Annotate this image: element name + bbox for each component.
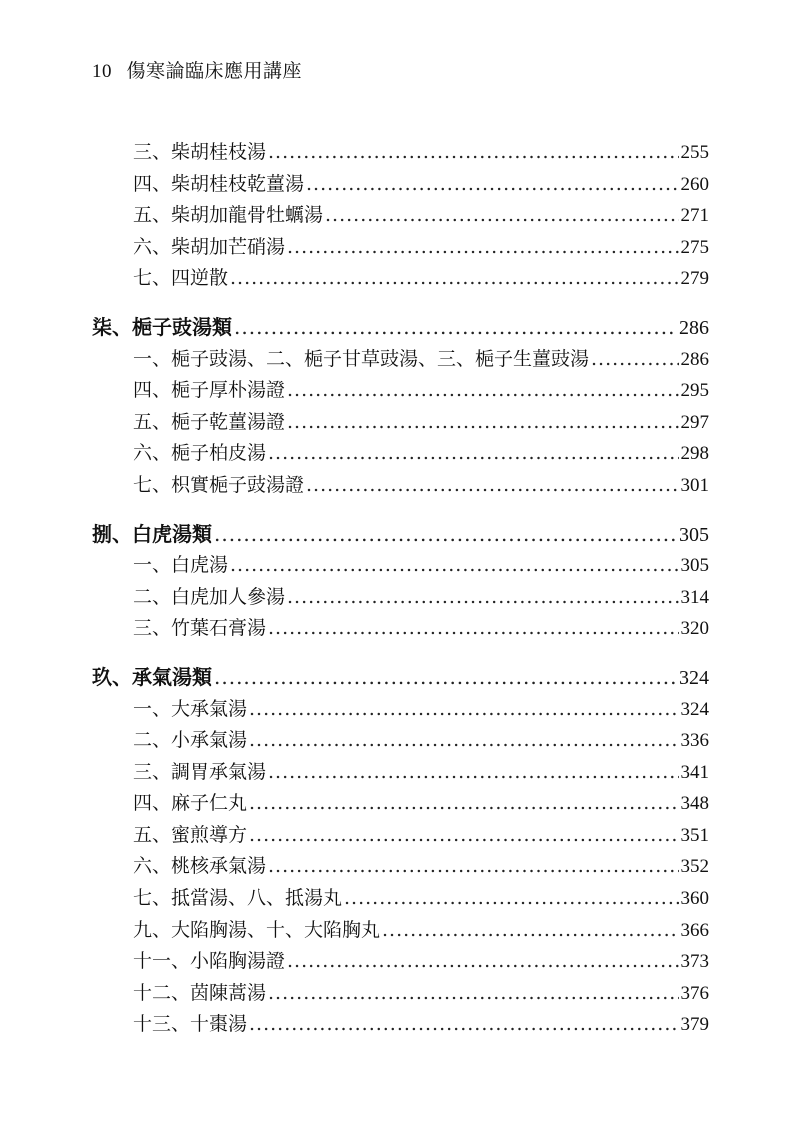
toc-entry-title: 四、麻子仁丸 bbox=[133, 792, 248, 815]
toc-entry-title: 十一、小陷胸湯證 bbox=[133, 950, 286, 973]
toc-entry[interactable] bbox=[133, 788, 709, 820]
dot-leader bbox=[249, 1009, 678, 1041]
dot-leader bbox=[287, 375, 678, 407]
toc-entry-title: 二、白虎加人參湯 bbox=[133, 585, 286, 608]
toc-entry-page: 376 bbox=[680, 982, 709, 1004]
toc-entry[interactable] bbox=[133, 550, 709, 582]
toc-entry-title: 十三、十棗湯 bbox=[133, 1013, 248, 1036]
toc-section bbox=[0, 137, 800, 295]
toc-entry[interactable] bbox=[133, 344, 709, 376]
dot-leader bbox=[268, 137, 678, 169]
toc-entry-title: 三、柴胡桂枝湯 bbox=[133, 141, 267, 163]
dot-leader bbox=[382, 915, 678, 947]
dot-leader bbox=[249, 694, 678, 726]
toc-entry-title: 五、梔子乾薑湯證 bbox=[133, 410, 286, 433]
toc-entry[interactable] bbox=[133, 725, 709, 757]
toc-entry-page: 297 bbox=[680, 411, 709, 433]
dot-leader bbox=[214, 519, 677, 551]
running-header bbox=[92, 56, 302, 83]
toc-entry-title: 四、梔子厚朴湯證 bbox=[133, 379, 286, 402]
dot-leader bbox=[268, 757, 678, 789]
toc-entry-page: 286 bbox=[679, 316, 709, 339]
table-of-contents bbox=[0, 137, 800, 1058]
dot-leader bbox=[591, 344, 678, 376]
toc-entry[interactable] bbox=[133, 582, 709, 614]
toc-entry-title: 三、調胃承氣湯 bbox=[133, 760, 267, 783]
toc-entry[interactable] bbox=[133, 851, 709, 883]
toc-entry-title: 四、柴胡桂枝乾薑湯 bbox=[133, 172, 305, 195]
toc-entry-title: 一、大承氣湯 bbox=[133, 697, 248, 720]
toc-entry-title: 九、大陷胸湯、十、大陷胸丸 bbox=[133, 918, 381, 941]
toc-entry-title: 柒、梔子豉湯類 bbox=[92, 314, 232, 339]
toc-entry-title: 七、枳實梔子豉湯證 bbox=[133, 473, 305, 496]
toc-entry-title: 二、小承氣湯 bbox=[133, 729, 248, 752]
toc-entry-page: 341 bbox=[680, 761, 709, 783]
toc-entry[interactable] bbox=[133, 137, 709, 169]
dot-leader bbox=[287, 582, 678, 614]
toc-entry[interactable] bbox=[133, 232, 709, 264]
toc-entry-page: 295 bbox=[680, 380, 709, 402]
toc-entry[interactable] bbox=[133, 470, 709, 502]
toc-entry-page: 320 bbox=[680, 618, 709, 640]
toc-entry-page: 298 bbox=[680, 443, 709, 465]
toc-entry-title: 一、梔子豉湯、二、梔子甘草豉湯、三、梔子生薑豉湯 bbox=[133, 347, 590, 370]
dot-leader bbox=[287, 232, 678, 264]
toc-entry[interactable] bbox=[133, 946, 709, 978]
dot-leader bbox=[249, 725, 678, 757]
toc-entry-page: 351 bbox=[680, 824, 709, 846]
toc-entry-page: 336 bbox=[680, 730, 709, 752]
toc-entry[interactable] bbox=[133, 915, 709, 947]
toc-entry[interactable] bbox=[133, 613, 709, 645]
toc-entry-page: 348 bbox=[680, 793, 709, 815]
toc-entry[interactable] bbox=[133, 694, 709, 726]
dot-leader bbox=[268, 978, 678, 1010]
toc-entry-page: 324 bbox=[679, 666, 709, 689]
toc-entry[interactable] bbox=[133, 438, 709, 470]
toc-section-heading[interactable] bbox=[92, 519, 709, 551]
dot-leader bbox=[249, 820, 678, 852]
toc-entry-title: 七、抵當湯、八、抵湯丸 bbox=[133, 887, 343, 910]
toc-entry[interactable] bbox=[133, 169, 709, 201]
toc-entry[interactable] bbox=[133, 1009, 709, 1041]
dot-leader bbox=[230, 550, 678, 582]
dot-leader bbox=[306, 470, 678, 502]
toc-section-heading[interactable] bbox=[92, 662, 709, 694]
toc-entry-title: 三、竹葉石膏湯 bbox=[133, 617, 267, 640]
dot-leader bbox=[249, 788, 678, 820]
toc-entry-title: 七、四逆散 bbox=[133, 267, 229, 290]
toc-entry[interactable] bbox=[133, 978, 709, 1010]
toc-entry-page: 286 bbox=[680, 348, 709, 370]
dot-leader bbox=[268, 851, 678, 883]
toc-entry[interactable] bbox=[133, 407, 709, 439]
toc-entry-title: 一、白虎湯 bbox=[133, 554, 229, 577]
dot-leader bbox=[268, 438, 678, 470]
toc-entry-title: 五、蜜煎導方 bbox=[133, 823, 248, 846]
toc-entry-title: 六、桃核承氣湯 bbox=[133, 855, 267, 878]
toc-entry-page: 352 bbox=[680, 856, 709, 878]
header-book-title: 傷寒論臨床應用講座 bbox=[126, 60, 303, 82]
toc-entry-title: 捌、白虎湯類 bbox=[92, 521, 212, 546]
dot-leader bbox=[287, 946, 678, 978]
toc-entry[interactable] bbox=[133, 820, 709, 852]
toc-entry[interactable] bbox=[133, 263, 709, 295]
toc-section bbox=[0, 519, 800, 645]
dot-leader bbox=[287, 407, 678, 439]
dot-leader bbox=[306, 169, 678, 201]
toc-entry[interactable] bbox=[133, 757, 709, 789]
dot-leader bbox=[214, 662, 677, 694]
toc-entry-page: 360 bbox=[680, 888, 709, 910]
toc-entry-page: 275 bbox=[680, 236, 709, 258]
toc-section bbox=[0, 662, 800, 1041]
dot-leader bbox=[325, 200, 678, 232]
toc-entry-title: 六、柴胡加芒硝湯 bbox=[133, 235, 286, 258]
toc-section-heading[interactable] bbox=[92, 312, 709, 344]
toc-entry-page: 305 bbox=[679, 523, 709, 546]
toc-entry[interactable] bbox=[133, 883, 709, 915]
toc-entry-page: 260 bbox=[680, 173, 709, 195]
dot-leader bbox=[230, 263, 678, 295]
toc-entry[interactable] bbox=[133, 200, 709, 232]
toc-entry-page: 255 bbox=[680, 142, 709, 163]
toc-entry-page: 366 bbox=[680, 919, 709, 941]
dot-leader bbox=[268, 613, 678, 645]
toc-entry-page: 301 bbox=[680, 474, 709, 496]
toc-entry-page: 279 bbox=[680, 268, 709, 290]
toc-entry-page: 271 bbox=[680, 205, 709, 227]
toc-entry-page: 305 bbox=[680, 555, 709, 577]
header-page-number: 10 bbox=[92, 61, 112, 82]
dot-leader bbox=[234, 312, 677, 344]
toc-entry-page: 314 bbox=[680, 586, 709, 608]
toc-entry-title: 六、梔子柏皮湯 bbox=[133, 442, 267, 465]
toc-entry-title: 十二、茵陳蒿湯 bbox=[133, 981, 267, 1004]
toc-entry[interactable] bbox=[133, 375, 709, 407]
toc-entry-page: 324 bbox=[680, 698, 709, 720]
toc-entry-page: 373 bbox=[680, 951, 709, 973]
toc-entry-title: 五、柴胡加龍骨牡蠣湯 bbox=[133, 204, 324, 227]
dot-leader bbox=[344, 883, 678, 915]
toc-section bbox=[0, 312, 800, 502]
toc-entry-title: 玖、承氣湯類 bbox=[92, 664, 212, 689]
toc-entry-page: 379 bbox=[680, 1014, 709, 1036]
